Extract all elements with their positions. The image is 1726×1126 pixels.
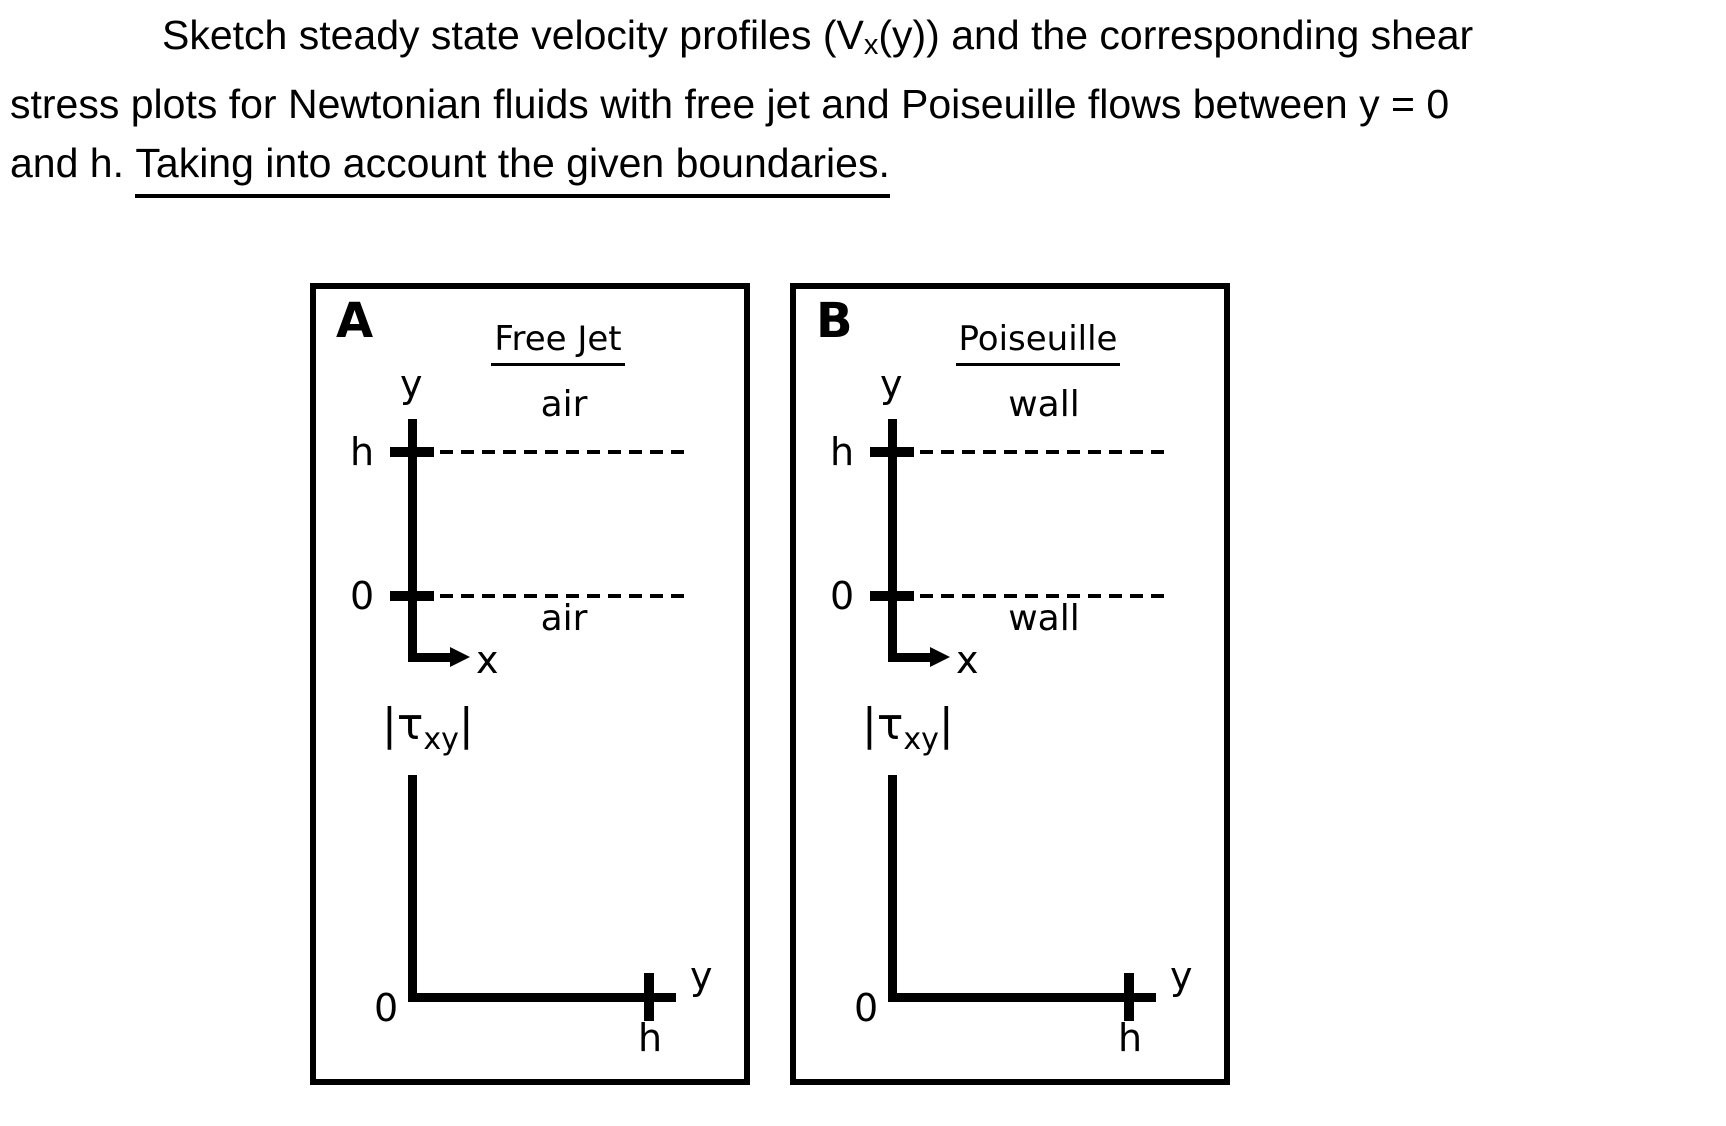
zero-tick-label: 0 [830, 574, 855, 618]
problem-line3-underlined: Taking into account the given boundaries. [135, 134, 889, 198]
zero-tick-label: 0 [350, 574, 375, 618]
shear-plot-h-label: h [638, 1016, 663, 1060]
problem-line1-pre: Sketch steady state velocity profiles (V [162, 12, 864, 58]
x-axis-arrowhead [930, 647, 950, 667]
shear-label-suffix: | [458, 699, 474, 750]
panel-title: Free Jet [491, 319, 624, 366]
h-tick-label: h [350, 430, 375, 474]
x-axis-label: x [476, 638, 499, 682]
problem-line-1 [10, 6, 1722, 75]
problem-line3-pre: and h. [10, 140, 136, 186]
shear-label-prefix: |τ [382, 699, 424, 750]
shear-plot-vertical-axis [408, 775, 417, 1001]
panel-title: Poiseuille [956, 319, 1121, 366]
shear-label-subscript: xy [423, 722, 459, 757]
panel-letter: A [336, 293, 374, 349]
zero-tick-mark [870, 591, 914, 601]
panel-title-row [316, 319, 744, 366]
shear-plot-origin-label: 0 [374, 986, 399, 1030]
upper-boundary-dashed-line [920, 450, 1168, 454]
shear-plot-h-tick-mark [1124, 973, 1134, 1021]
lower-boundary-label: wall [1008, 598, 1080, 639]
shear-plot-origin-label: 0 [854, 986, 879, 1030]
panel-a-free-jet [310, 283, 750, 1085]
shear-stress-axis-label [862, 699, 954, 757]
y-axis-label: y [880, 362, 903, 406]
panel-letter: B [816, 293, 853, 349]
upper-boundary-label: air [540, 384, 588, 425]
problem-line-2: stress plots for Newtonian fluids with free jet and Poiseuille flows between y = 0 [10, 81, 1450, 127]
x-axis-arrowhead [450, 647, 470, 667]
x-axis-label: x [956, 638, 979, 682]
upper-boundary-dashed-line [440, 450, 688, 454]
shear-plot-horizontal-axis [888, 993, 1156, 1002]
shear-label-suffix: | [938, 699, 954, 750]
shear-plot-h-tick-mark [644, 973, 654, 1021]
problem-statement [10, 6, 1722, 198]
h-tick-label: h [830, 430, 855, 474]
problem-line-3 [10, 134, 1722, 198]
upper-boundary-label: wall [1008, 384, 1080, 425]
shear-plot-y-label: y [1170, 954, 1193, 998]
shear-stress-axis-label [382, 699, 474, 757]
shear-plot-y-label: y [690, 954, 713, 998]
shear-plot-h-label: h [1118, 1016, 1143, 1060]
panel-title-row [796, 319, 1224, 366]
y-axis-label: y [400, 362, 423, 406]
x-axis-line [888, 653, 932, 662]
h-tick-mark [390, 447, 434, 457]
shear-plot-vertical-axis [888, 775, 897, 1001]
panel-b-poiseuille [790, 283, 1230, 1085]
problem-line1-post: (y)) and the corresponding shear [878, 12, 1474, 58]
shear-label-subscript: xy [903, 722, 939, 757]
h-tick-mark [870, 447, 914, 457]
shear-label-prefix: |τ [862, 699, 904, 750]
shear-plot-horizontal-axis [408, 993, 676, 1002]
x-axis-line [408, 653, 452, 662]
lower-boundary-label: air [540, 598, 588, 639]
velocity-x-subscript: x [863, 29, 879, 61]
zero-tick-mark [390, 591, 434, 601]
